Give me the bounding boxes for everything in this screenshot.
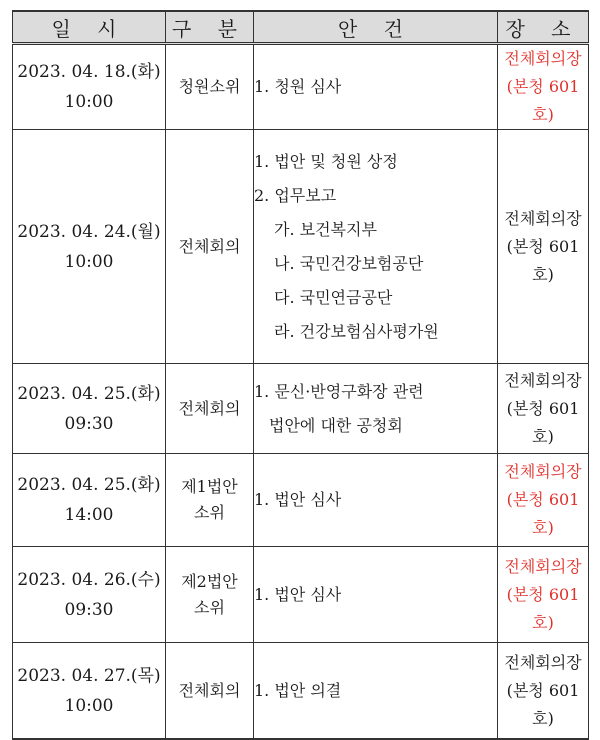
- category-text: 전체회의: [178, 236, 241, 256]
- table-row: [13, 364, 589, 454]
- table-row: [13, 44, 589, 130]
- header-datetime: 일 시: [13, 11, 166, 44]
- agenda-item: 1. 법안 심사: [254, 584, 342, 604]
- datetime-cell: [13, 44, 166, 130]
- place-room: (본청 601호): [506, 584, 580, 632]
- agenda-subitem: 라. 건강보험심사평가원: [274, 321, 439, 341]
- agenda-subitem: 가. 보건복지부: [274, 219, 377, 239]
- agenda-cell: [254, 130, 498, 364]
- agenda-item-continued: 법안에 대한 공청회: [269, 415, 403, 435]
- date-text: 2023. 04. 25.(화): [17, 383, 161, 404]
- place-room: (본청 601호): [506, 77, 580, 124]
- agenda-cell: [254, 643, 498, 740]
- place-room: (본청 601호): [506, 490, 580, 537]
- agenda-item: 1. 법안 및 청원 상정: [254, 151, 398, 171]
- category-text: 제1법안: [181, 477, 238, 496]
- date-text: 2023. 04. 27.(목): [17, 665, 161, 686]
- schedule-table: [12, 10, 589, 740]
- agenda-subitem: 나. 국민건강보험공단: [274, 253, 424, 273]
- table-row: [13, 547, 589, 643]
- place-name: 전체회의장: [504, 652, 582, 672]
- category-text: 소위: [194, 597, 225, 617]
- place-cell: [498, 454, 589, 547]
- time-text: 10:00: [64, 251, 114, 272]
- place-room: (본청 601호): [506, 236, 580, 284]
- category-text: 제2법안: [181, 571, 238, 591]
- place-name: 전체회의장: [504, 370, 582, 390]
- agenda-cell: [254, 44, 498, 130]
- category-cell: [166, 44, 254, 130]
- place-cell: [498, 44, 589, 130]
- agenda-item: 1. 청원 심사: [254, 77, 342, 96]
- category-text: 소위: [194, 503, 225, 522]
- time-text: 14:00: [64, 505, 114, 525]
- datetime-cell: [13, 130, 166, 364]
- category-text: 전체회의: [178, 680, 241, 700]
- agenda-cell: [254, 547, 498, 643]
- datetime-cell: [13, 364, 166, 454]
- header-category: 구 분: [166, 11, 254, 44]
- datetime-cell: [13, 643, 166, 740]
- date-text: 2023. 04. 25.(화): [17, 475, 161, 495]
- time-text: 10:00: [64, 695, 114, 716]
- place-room: (본청 601호): [506, 398, 580, 446]
- time-text: 09:30: [64, 599, 114, 620]
- table-row: [13, 130, 589, 364]
- table-row: [13, 643, 589, 740]
- category-cell: [166, 643, 254, 740]
- place-cell: [498, 643, 589, 740]
- place-room: (본청 601호): [506, 680, 580, 728]
- category-cell: [166, 454, 254, 547]
- agenda-item: 1. 법안 의결: [254, 680, 342, 700]
- category-cell: [166, 364, 254, 454]
- agenda-subitem: 다. 국민연금공단: [274, 287, 393, 307]
- agenda-item: 1. 문신·반영구화장 관련: [254, 381, 424, 401]
- place-cell: [498, 364, 589, 454]
- agenda-item: 1. 법안 심사: [254, 490, 342, 509]
- date-text: 2023. 04. 24.(월): [17, 221, 161, 242]
- agenda-cell: [254, 454, 498, 547]
- datetime-cell: [13, 547, 166, 643]
- header-row: [13, 11, 589, 44]
- table-row: [13, 454, 589, 547]
- date-text: 2023. 04. 18.(화): [17, 62, 161, 82]
- agenda-item: 2. 업무보고: [254, 185, 337, 205]
- category-text: 청원소위: [178, 77, 241, 96]
- agenda-cell: [254, 364, 498, 454]
- place-name: 전체회의장: [504, 49, 582, 68]
- place-name: 전체회의장: [504, 556, 582, 576]
- time-text: 10:00: [64, 92, 114, 112]
- category-cell: [166, 547, 254, 643]
- header-agenda: 안 건: [254, 11, 498, 44]
- datetime-cell: [13, 454, 166, 547]
- time-text: 09:30: [64, 413, 114, 434]
- place-cell: [498, 130, 589, 364]
- place-cell: [498, 547, 589, 643]
- category-cell: [166, 130, 254, 364]
- date-text: 2023. 04. 26.(수): [17, 569, 161, 590]
- header-place: 장 소: [498, 11, 589, 44]
- category-text: 전체회의: [178, 398, 241, 418]
- place-name: 전체회의장: [504, 208, 582, 228]
- place-name: 전체회의장: [504, 462, 582, 481]
